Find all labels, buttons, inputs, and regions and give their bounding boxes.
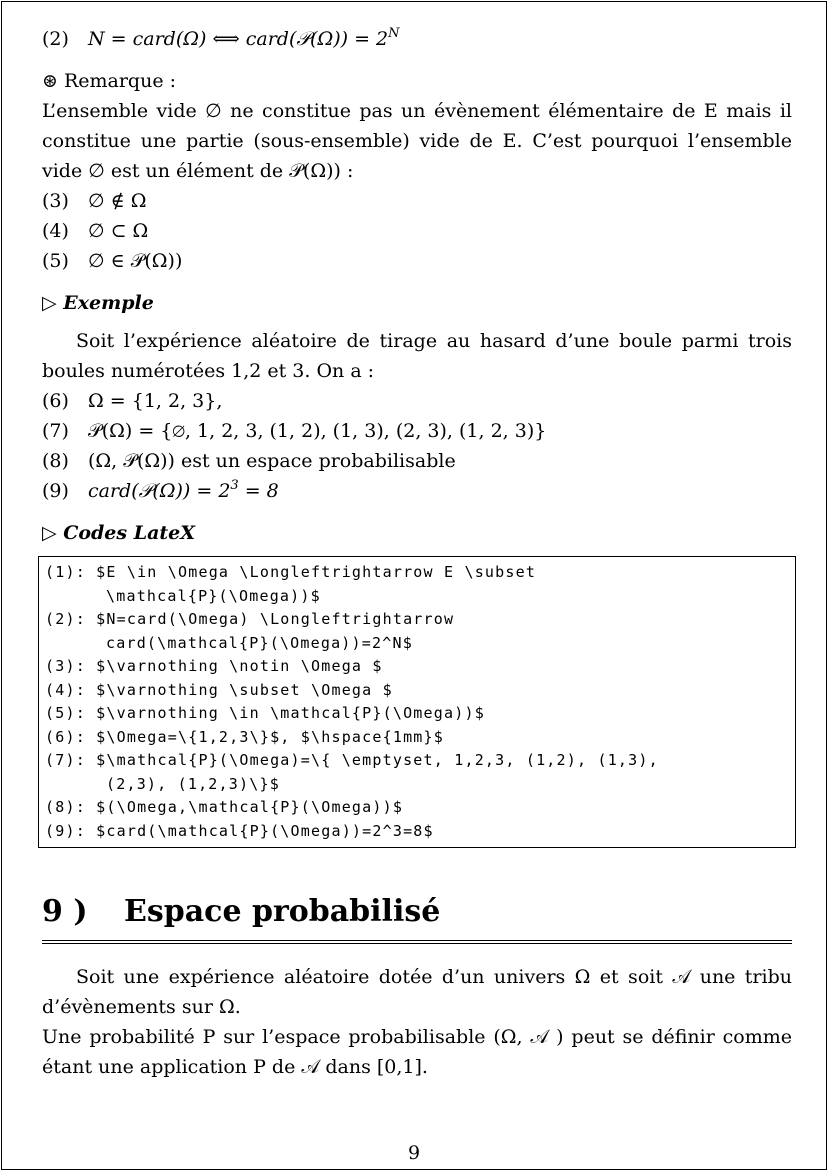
equation-tail: = 8 [238, 480, 279, 502]
equation-2 [42, 24, 792, 54]
equation-text [88, 476, 279, 506]
code-line: (8): $(\Omega,\mathcal{P}(\Omega))$ [45, 798, 404, 816]
exemple-heading: ▷ Exemple [42, 292, 154, 314]
latex-code-box [38, 556, 796, 848]
equation-text: ∅ ⊂ Ω [88, 220, 149, 242]
code-line: (2,3), (1,2,3)\}$ [106, 774, 280, 793]
equation-superscript: N [388, 26, 400, 41]
equation-number: (4) [42, 220, 69, 242]
equation-number: (2) [42, 28, 69, 50]
page [1, 1, 827, 1170]
section-9 [42, 892, 792, 944]
code-line: \mathcal{P}(\Omega))$ [106, 586, 321, 605]
equation-text: ∅ ∉ Ω [88, 190, 147, 212]
equation-number: (8) [42, 450, 69, 472]
equation-text: (Ω, 𝒫(Ω)) est un espace probabilisable [88, 450, 456, 472]
heading-rule [42, 943, 792, 944]
section-paragraph-2: Une probabilité P sur l’espace probabilisable (Ω, 𝒜 ) peut se définir comme étant une application P de 𝒜 dans [0,1]. [42, 1026, 792, 1078]
equation-6 [42, 386, 792, 416]
equation-text: Ω = {1, 2, 3}, [88, 390, 223, 412]
equation-number: (9) [42, 480, 69, 502]
equation-body: card(𝒫(Ω)) = 2 [88, 480, 231, 502]
equation-number: (5) [42, 250, 69, 272]
equation-number: (7) [42, 420, 69, 442]
heading-rule [42, 940, 792, 941]
equation-body: N = card(Ω) ⟺ card(𝒫(Ω)) = 2 [88, 28, 389, 50]
equation-7 [42, 416, 792, 446]
code-line: (9): $card(\mathcal{P}(\Omega))=2^3=8$ [45, 821, 434, 840]
code-line: card(\mathcal{P}(\Omega))=2^N$ [106, 633, 413, 652]
equation-text [88, 24, 400, 54]
equation-9 [42, 476, 792, 506]
code-line: (1): $E \in \Omega \Longleftrightarrow E \subset [45, 563, 537, 581]
section-paragraph-1: Soit une expérience aléatoire dotée d’un univers Ω et soit 𝒜 une tribu d’évènements sur Ω. [42, 966, 792, 1018]
section-number: 9 ) [42, 894, 88, 929]
equation-4 [42, 216, 792, 246]
section-title: Espace probabilisé [124, 894, 441, 929]
equation-superscript: 3 [230, 478, 239, 493]
equation-3 [42, 186, 792, 216]
code-line: (3): $\varnothing \notin \Omega $ [45, 657, 383, 675]
code-line: (6): $\Omega=\{1,2,3\}$, $\hspace{1mm}$ [45, 727, 444, 746]
code-line: (4): $\varnothing \subset \Omega $ [45, 680, 393, 699]
equation-number: (6) [42, 390, 69, 412]
equation-8 [42, 446, 792, 476]
page-content [42, 24, 792, 1082]
section-heading [42, 892, 792, 932]
remarque-body: L’ensemble vide ∅ ne constitue pas un évènement élémentaire de E mais il constitue une partie (sous-ensemble) vide de E. C’est pourquoi l’ensemble vide ∅ est un élément de 𝒫(Ω)) : [42, 100, 792, 182]
page-number: 9 [407, 1142, 421, 1164]
code-line: (5): $\varnothing \in \mathcal{P}(\Omega))$ [45, 704, 485, 722]
equation-5 [42, 246, 792, 276]
remarque-title: ⊛ Remarque : [42, 70, 177, 92]
code-line: (2): $N=card(\Omega) \Longleftrightarrow [45, 610, 455, 628]
codes-heading: ▷ Codes LateX [42, 522, 195, 544]
exemple-body: Soit l’expérience aléatoire de tirage au hasard d’une boule parmi trois boules numérotées 1,2 et 3. On a : [42, 330, 792, 382]
code-line: (7): $\mathcal{P}(\Omega)=\{ \emptyset, 1,2,3, (1,2), (1,3), [45, 751, 659, 769]
equation-number: (3) [42, 190, 69, 212]
equation-text: 𝒫(Ω) = {∅, 1, 2, 3, (1, 2), (1, 3), (2, 3), (1, 2, 3)} [88, 420, 547, 442]
equation-text: ∅ ∈ 𝒫(Ω)) [88, 250, 183, 272]
